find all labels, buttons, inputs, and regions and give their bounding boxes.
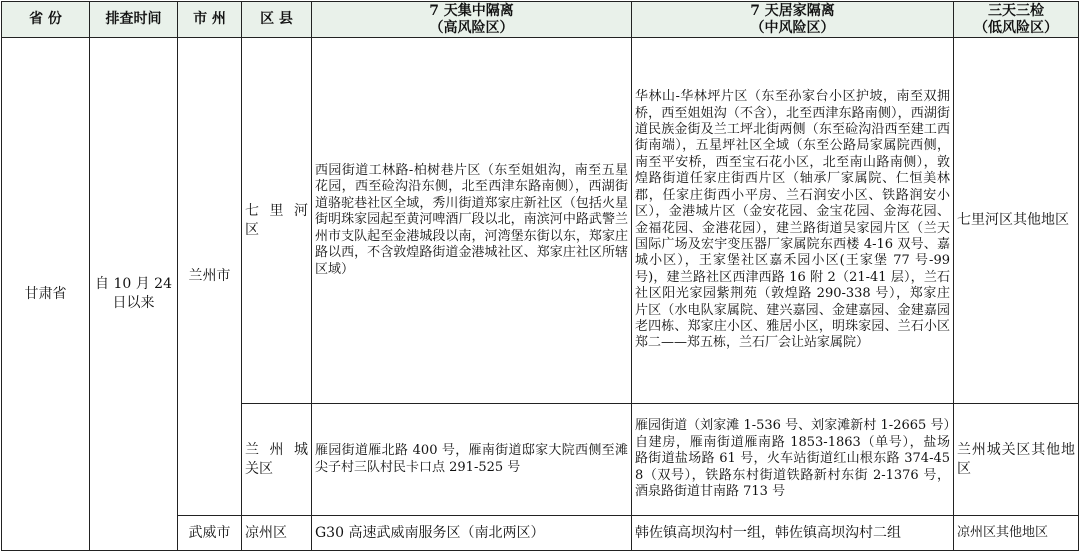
high-risk-header [312,2,632,38]
low-risk-header-line2: （低风险区） [974,19,1058,36]
low-risk-header-line1: 三天三检 [988,2,1044,19]
table-row-qilihe [2,38,1079,404]
mid-risk-header-line1: 7 天居家隔离 [750,2,835,19]
mid-risk-cell-liangzhou: 韩佐镇高坝沟村一组，韩佐镇高坝沟村二组 [632,516,954,551]
low-risk-header [954,2,1079,38]
province-header: 省 份 [2,2,90,38]
mid-risk-cell-qilihe: 华林山-华林坪片区（东至孙家台小区护坡，南至双拥桥，西至姐姐沟（不含），北至西津东路南侧），西湖街道民族金街及兰工坪北街两侧（东至硷沟沿西至建工西街南端），五星坪社区全域（东至公路局家属院西侧，南至平安桥，西至宝石花小区，北至南山路南侧），敦煌路街道任家庄街西片区（轴承厂家属院、仁恒美林郡，任家庄街西小平房、兰石润安小区、铁路润安小区），金港城片区（金安花园、金宝花园、金海花园、金福花园、金港花园），建兰路街道吴家园片区（兰天国际广场及宏宇变压器厂家属院东西楼 4-16 双号、嘉城小区），王家堡社区嘉禾园小区(王家堡 77 号-99 号)，建兰路社区西津西路 16 附 2（21-41 层），兰石社区阳光家园紫荆苑（敦煌路 290-338 号），郑家庄片区（水电队家属院、建兴嘉园、金建嘉园、金建嘉园老四栋、郑家庄小区、雅居小区，明珠家园、兰石小区郑二——郑五栋，兰石厂会让站家属院） [632,38,954,404]
header-row [2,2,1079,38]
mid-risk-header-line2: （中风险区） [750,19,835,36]
time-header: 排查时间 [90,2,178,38]
district-cell-liangzhou: 凉州区 [242,516,312,551]
low-risk-cell-qilihe: 七里河区其他地区 [954,38,1079,404]
city-cell-wuwei: 武威市 [178,516,242,551]
high-risk-cell-chengguan: 雁园街道雁北路 400 号，雁南街道邸家大院西侧至滩尖子村三队村民卡口点 291-525 号 [312,404,632,516]
high-risk-cell-qilihe: 西园街道工林路-柏树巷片区（东至姐姐沟，南至五星花园，西至硷沟沿东侧，北至西津东路南侧），西湖街道骆驼巷社区全域，秀川街道郑家庄新社区（包括火星街明珠家园起至黄河啤酒厂段以北，南滨河中路武警兰州市支队起至金港城段以南，河湾堡东街以东，郑家庄路以西，不含敦煌路街道金港城社区、郑家庄社区所辖区域） [312,38,632,404]
district-cell-qilihe: 七 里 河 区 [242,38,312,404]
high-risk-header-line1: 7 天集中隔离 [429,2,514,19]
city-header: 市 州 [178,2,242,38]
mid-risk-cell-chengguan: 雁园街道（刘家滩 1-536 号、刘家滩新村 1-2665 号）自建房，雁南街道雁南路 1853-1863（单号），盐场路街道盐场路 61 号，火车站街道红山根东路 374-458（双号），铁路东村街道铁路新村东街 2-1376 号，酒泉路街道甘南路 713 号 [632,404,954,516]
province-cell: 甘肃省 [2,38,90,551]
high-risk-cell-liangzhou: G30 高速武威南服务区（南北两区） [312,516,632,551]
high-risk-header-line2: （高风险区） [429,19,514,36]
low-risk-cell-chengguan: 兰州城关区其他地区 [954,404,1079,516]
district-header: 区 县 [242,2,312,38]
city-cell-lanzhou: 兰州市 [178,38,242,516]
time-cell: 自 10 月 24 日以来 [90,38,178,551]
mid-risk-header [632,2,954,38]
risk-area-table [1,1,1079,551]
district-cell-chengguan: 兰 州 城关区 [242,404,312,516]
low-risk-cell-liangzhou: 凉州区其他地区 [954,516,1079,551]
